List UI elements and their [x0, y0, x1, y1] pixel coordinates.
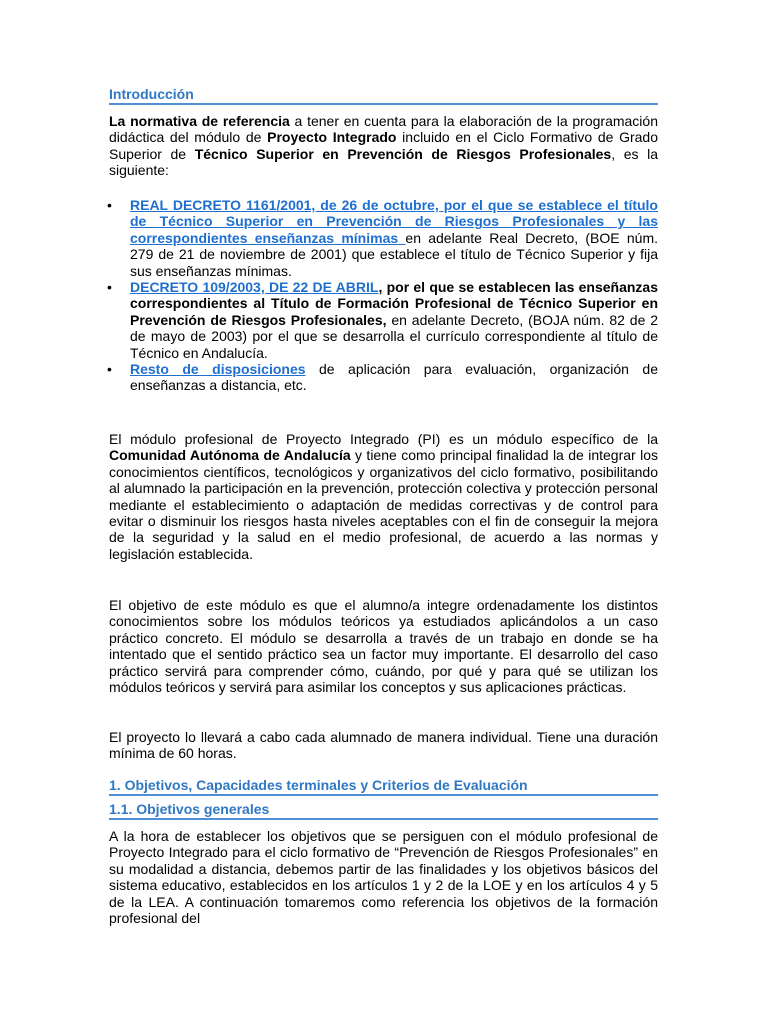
regulation-link-3[interactable]: Resto de disposiciones	[130, 361, 306, 378]
intro-p1-bold-2: Proyecto Integrado	[267, 129, 397, 146]
intro-p2-text-1: El módulo profesional de Proyecto Integrado (PI) es un módulo específico de la	[109, 431, 658, 447]
section1-heading: 1. Objetivos, Capacidades terminales y Criterios de Evaluación	[109, 777, 658, 796]
intro-p1-text-2: incluido en el Ciclo Formativo de Grado Superior de	[109, 129, 658, 162]
list-item	[83, 361, 658, 394]
regulation-link-2[interactable]: DECRETO 109/2003, DE 22 DE ABRIL	[130, 279, 379, 296]
section1-p1-text: A la hora de establecer los objetivos que se persiguen con el módulo profesional de Proyecto Integrado para el ciclo formativo de “Prevención de Riesgos Profesionales” en su modalidad a distancia, debemos partir de las finalidades y los objetivos básicos del sistema educativo, establecidos en los artículos 1 y 2 de la LOE y en los artículos 4 y 5 de la LEA. A continuación tomaremos como referencia los objetivos de la formación profesional del	[109, 828, 658, 927]
intro-p1-bold-3: Técnico Superior en Prevención de Riesgos Profesionales	[194, 145, 612, 162]
section1-paragraph-1	[109, 828, 658, 926]
intro-heading: Introducción	[109, 86, 658, 105]
intro-p1-text-1: a tener en cuenta para la elaboración de la programación didáctica del módulo de	[109, 113, 658, 146]
regulation-text-3: de aplicación para evaluación, organización de enseñanzas a distancia, etc.	[130, 361, 659, 394]
intro-paragraph-1	[109, 113, 658, 179]
regulation-link-1[interactable]: REAL DECRETO 1161/2001, de 26 de octubre, por el que se establece el título de Técnico Superior en Prevención de Riesgos Profesionales y las correspondientes enseñanzas mínimas	[130, 197, 658, 246]
list-item	[83, 197, 658, 279]
intro-p2-text-2: y tiene como principal finalidad la de integrar los conocimientos científicos, tecnológicos y organizativos del ciclo formativo, posibilitando al alumnado la participación en la prevención, protección colectiva y protección personal mediante el establecimiento o adaptación de medidas correctivas y de control para evitar o disminuir los riesgos hasta niveles aceptables con el fin de conseguir la mejora de la seguridad y la salud en el medio profesional, de acuerdo a las normas y legislación establecida.	[109, 447, 658, 562]
intro-paragraph-4	[109, 729, 658, 762]
regulation-text-1: en adelante Real Decreto, (BOE núm. 279 de 21 de noviembre de 2001) que establece el título de Técnico Superior y fija sus enseñanzas mínimas.	[130, 229, 658, 279]
intro-p1-bold-1: La normativa de referencia	[109, 113, 290, 129]
intro-p1-text-3: , es la siguiente:	[109, 145, 658, 179]
regulation-bold-2: , por el que se establecen las enseñanzas correspondientes al Título de Formación Profesional de Técnico Superior en Prevención de Riesgos Profesionales,	[130, 279, 658, 328]
intro-p4-text: El proyecto lo llevará a cabo cada alumnado de manera individual. Tiene una duración mínima de 60 horas.	[109, 729, 658, 762]
list-item	[83, 279, 658, 361]
intro-paragraph-2	[109, 431, 658, 562]
section1-subheading: 1.1. Objetivos generales	[109, 801, 658, 820]
intro-paragraph-3	[109, 597, 658, 695]
regulation-list	[109, 197, 658, 394]
intro-p3-text: El objetivo de este módulo es que el alumno/a integre ordenadamente los distintos conocimientos sobre los módulos teóricos ya estudiados aplicándolos a un caso práctico concreto. El módulo se desarrolla a través de un trabajo en donde se ha intentado que el sentido práctico sea un factor muy importante. El desarrollo del caso práctico servirá para comprender cómo, cuándo, por qué y para qué se utilizan los módulos teóricos y servirá para asimilar los conceptos y sus aplicaciones prácticas.	[109, 597, 658, 696]
regulation-text-2: en adelante Decreto, (BOJA núm. 82 de 2 de mayo de 2003) por el que se desarrolla el currículo correspondiente al título de Técnico en Andalucía.	[130, 311, 658, 361]
bullet-icon: •	[107, 197, 112, 213]
bullet-icon: •	[107, 361, 112, 378]
bullet-icon: •	[107, 279, 112, 296]
intro-p2-bold-1: Comunidad Autónoma de Andalucía	[109, 447, 351, 464]
